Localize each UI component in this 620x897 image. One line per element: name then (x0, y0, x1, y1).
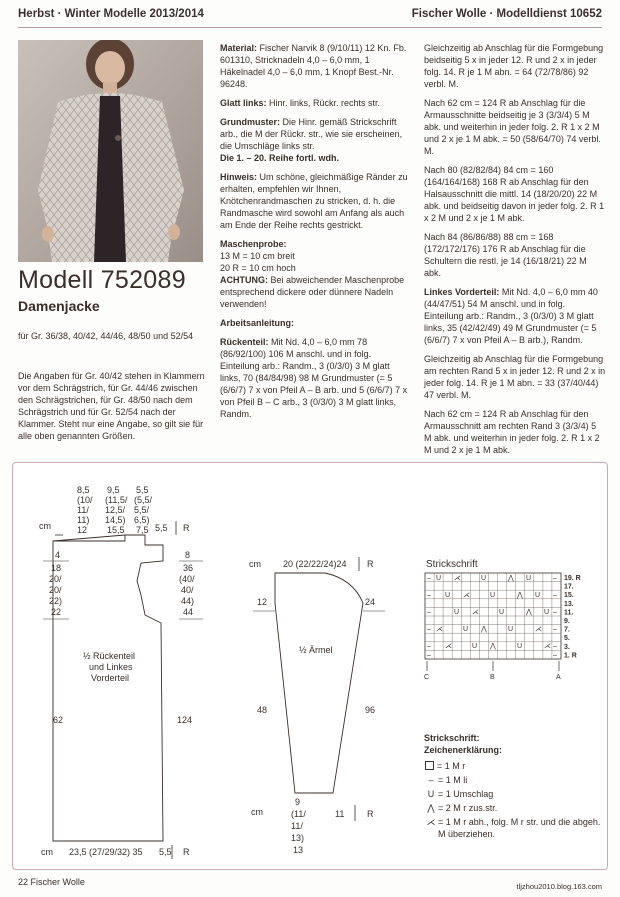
vorderteil-formgebung-paragraph: Gleichzeitig ab Anschlag für die Formgebung am rechten Rand 5 x in jeder 12. R und 2 x in jeder folg. 14. R je 1 M abn. = 33 (37/40/44) 47 verbl. M. (424, 354, 606, 400)
svg-text:5.: 5. (564, 635, 570, 643)
arbeitsanleitung-heading (220, 317, 410, 329)
svg-text:U: U (481, 575, 487, 582)
grundmuster-text: Die Hinr. gemäß Strickschrift arb., die M der Rückr. str., wie sie erscheinen, die Umschläge links str. (220, 117, 403, 151)
svg-text:–: – (427, 575, 431, 582)
svg-text:–: – (427, 592, 431, 599)
legend-item-purl (424, 774, 604, 786)
svg-text:U: U (463, 626, 469, 633)
back-label-2: und Linkes (89, 662, 133, 672)
svg-text:U: U (445, 592, 451, 599)
svg-text:9.: 9. (564, 618, 570, 625)
glatt-paragraph (220, 97, 410, 109)
legend-text-purl: = 1 M li (438, 775, 468, 785)
size-note: Die Angaben für Gr. 40/42 stehen in Klammern vor dem Schrägstrich, für Gr. 44/46 zwischen den Schrägstrichen, für Gr. 48/50 nach dem Schrägstrich und für Gr. 52/54 nach der Klammer. Steht nur eine Angabe, so gilt sie für alle oben genannten Größen. (18, 371, 205, 441)
svg-text:20/: 20/ (49, 574, 62, 584)
knitting-chart (424, 559, 581, 681)
sleeve-outline (275, 573, 363, 793)
formgebung-paragraph: Gleichzeitig ab Anschlag für die Formgebung beidseitig 5 x in jeder 12. R und 2 x in jeder folg. 14. R je 1 M abn. = 64 (72/78/86) 92 verbl. M. (424, 43, 604, 89)
linkes-vorderteil-text: Mit Nd. 4,0 – 6,0 mm 40 (44/47/51) 54 M anschl. und in folg. Einteilung arb.: Randm., 3 (0/3/0) 3 M glatt links, 35 (42/42/49) 49 M Grundmuster (= 5 (6/6/7) 7 x von Pfeil A – B arb.), Randm. (424, 287, 598, 345)
svg-text:5,5/: 5,5/ (134, 505, 150, 515)
svg-text:22: 22 (51, 607, 62, 617)
legend-text-k2tog: = 2 M r zus.str. (438, 803, 498, 813)
back-left-4: 4 (55, 550, 61, 560)
svg-text:40/: 40/ (181, 585, 194, 595)
svg-text:15,5: 15,5 (107, 525, 125, 535)
header-season: Herbst · Winter Modelle 2013/2014 (18, 8, 204, 20)
svg-text:⋌: ⋌ (463, 592, 470, 599)
legend-item-knit (424, 760, 604, 772)
svg-text:C: C (424, 674, 430, 681)
legend-item-skp (424, 816, 604, 840)
legend-title: Strickschrift: (424, 733, 480, 743)
schultern-paragraph: Nach 84 (86/86/88) 88 cm = 168 (172/172/176) 176 R ab Anschlag für die Schultern die restl. je 14 (16/18/21) 22 M abk. (424, 232, 587, 278)
legend-item-yarnover (424, 788, 604, 800)
maschenprobe-label: Maschenprobe: (220, 239, 287, 249)
sleeve-left-48: 48 (257, 705, 268, 715)
svg-text:–: – (553, 643, 557, 650)
back-right-8: 8 (185, 550, 191, 560)
instructions-column-1 (220, 42, 410, 427)
legend-item-k2tog (424, 802, 604, 814)
header-divider (18, 27, 602, 28)
back-bottom-R: R (183, 847, 190, 857)
back-bottom-width: 23,5 (27/29/32) 35 (69, 847, 143, 857)
svg-text:⋌: ⋌ (472, 609, 479, 616)
svg-text:5,5: 5,5 (136, 485, 149, 495)
svg-text:U: U (436, 575, 442, 582)
sleeve-left-12: 12 (257, 597, 268, 607)
maschenprobe-height: 20 R = 10 cm hoch (220, 263, 296, 273)
svg-text:(10/: (10/ (77, 495, 93, 505)
grundmuster-label: Grundmuster: (220, 117, 281, 127)
glatt-label: Glatt links: (220, 98, 267, 108)
maschenprobe-paragraph (220, 238, 410, 310)
legend-text-knit: = 1 M r (437, 761, 466, 771)
svg-text:13: 13 (293, 845, 304, 855)
model-subtitle: Damenjacke (18, 298, 100, 314)
svg-text:U: U (499, 609, 505, 616)
svg-text:–: – (427, 643, 431, 650)
back-top-col1 (77, 485, 93, 535)
svg-text:11.: 11. (564, 609, 574, 617)
rueckenteil-paragraph (220, 336, 410, 420)
svg-text:9: 9 (295, 797, 301, 807)
sleeve-R-label: R (367, 559, 374, 569)
svg-text:U: U (508, 626, 514, 633)
svg-text:6,5): 6,5) (134, 515, 150, 525)
back-cm-label: cm (39, 521, 51, 531)
back-top-col2 (105, 485, 128, 535)
skp-icon: ⋌ (426, 817, 436, 827)
svg-text:11/: 11/ (291, 821, 303, 831)
svg-text:U: U (535, 592, 541, 599)
legend-text-skp: = 1 M r abh., folg. M r str. und die abgeh. M überziehen. (438, 817, 601, 839)
svg-text:18: 18 (51, 563, 62, 573)
instructions-column-2 (424, 42, 606, 494)
svg-text:–: – (553, 652, 557, 659)
svg-text:20/: 20/ (49, 585, 62, 595)
back-top-right: 5,5 (155, 523, 168, 533)
svg-text:(5,5/: (5,5/ (134, 495, 153, 505)
back-bottom-cm: cm (41, 847, 53, 857)
chart-title: Strickschrift (426, 559, 478, 570)
material-label: Material: (220, 43, 258, 53)
svg-text:44): 44) (181, 596, 195, 606)
sleeve-right-24: 24 (365, 597, 376, 607)
svg-text:⋌: ⋌ (454, 575, 461, 582)
legend-subtitle: Zeichenerklärung: (424, 745, 503, 755)
linkes-vorderteil-paragraph (424, 286, 606, 346)
back-left-stack (49, 563, 62, 617)
svg-text:7.: 7. (564, 626, 570, 634)
svg-text:⋌: ⋌ (445, 643, 452, 650)
svg-text:–: – (553, 609, 557, 616)
svg-text:44: 44 (183, 607, 194, 617)
vorderteil-armausschnitt-paragraph: Nach 62 cm = 124 R ab Anschlag für den Armausschnitt am rechten Rand 3 (3/3/4) 5 M abk. und weiterhin in jeder folg. 2. R 1 x 2 M und 2 x je 1 M abk. (424, 409, 600, 455)
achtung-label: ACHTUNG: (220, 275, 268, 285)
svg-text:⋌: ⋌ (436, 626, 443, 633)
svg-text:(40/: (40/ (179, 574, 195, 584)
rueckenteil-text: Mit Nd. 4,0 – 6,0 mm 78 (86/92/100) 106 M anschl. und in folg. Einteilung arb.: Randm., 3 (0/3/0) 3 M glatt links, 70 (84/84/98) 98 M Grundmuster (= 5 (6/6/7) 7 x von Pfeil A – B arb. und 5 (6/6/7) 7 x von Pfeil B – C arb., 3 (0/3/0) 3 M glatt links, Randm. (220, 337, 408, 419)
svg-text:7,5: 7,5 (136, 525, 149, 535)
glatt-text: Hinr. links, Rückr. rechts str. (269, 98, 381, 108)
hinweis-label: Hinweis: (220, 172, 258, 182)
svg-text:12: 12 (77, 525, 88, 535)
svg-text:U: U (454, 609, 460, 616)
svg-text:11/: 11/ (77, 505, 89, 515)
model-title: Modell 752089 (18, 266, 186, 294)
sleeve-bottom-stack (291, 797, 306, 855)
chart-legend (424, 732, 604, 842)
material-paragraph (220, 42, 410, 90)
svg-text:36: 36 (183, 563, 194, 573)
footer-brand: Fischer Wolle (30, 877, 85, 887)
sleeve-diagram (249, 557, 385, 855)
svg-text:17.: 17. (564, 583, 574, 591)
sleeve-bottom-R: R (367, 809, 374, 819)
legend-text-yarnover: = 1 Umschlag (438, 789, 494, 799)
svg-text:⋀: ⋀ (517, 592, 523, 599)
svg-text:(11/: (11/ (291, 809, 306, 819)
empty-box-icon (425, 761, 434, 770)
svg-text:3.: 3. (564, 643, 570, 651)
page-footer (18, 877, 85, 887)
linkes-vorderteil-label: Linkes Vorderteil: (424, 287, 500, 297)
svg-text:A: A (556, 674, 561, 681)
armausschnitt-paragraph: Nach 62 cm = 124 R ab Anschlag für die Armausschnitte beidseitig je 3 (3/3/4) 5 M abk. und weiterhin in jeder folg. 2. R 1 x 2 M und 2 x je 1 M abk. = 50 (58/64/70) 74 verbl. M. (424, 98, 601, 156)
sleeve-bottom-11: 11 (335, 809, 345, 819)
svg-text:–: – (427, 626, 431, 633)
back-right-124: 124 (177, 715, 193, 725)
back-label-1: ½ Rückenteil (83, 651, 136, 661)
svg-text:U: U (526, 575, 532, 582)
back-bottom-right: 5,5 (159, 847, 172, 857)
svg-text:9,5: 9,5 (107, 485, 120, 495)
svg-text:22): 22) (49, 596, 63, 606)
achtung-text: Bei abweichender Maschenprobe entsprechend dickere oder dünnere Nadeln verwenden! (220, 275, 405, 309)
svg-text:1. R: 1. R (564, 652, 577, 660)
svg-text:19. R: 19. R (564, 575, 581, 582)
back-label-3: Vorderteil (91, 673, 130, 683)
back-right-stack (179, 563, 195, 617)
model-sizes: für Gr. 36/38, 40/42, 44/46, 48/50 und 52/54 (18, 331, 194, 341)
svg-text:11): 11) (77, 515, 90, 525)
sleeve-label: ½ Ärmel (299, 645, 333, 655)
grundmuster-paragraph (220, 116, 410, 164)
header-publisher: Fischer Wolle · Modelldienst 10652 (411, 8, 602, 20)
svg-text:⋀: ⋀ (508, 575, 514, 582)
svg-text:⋌: ⋌ (544, 643, 551, 650)
sleeve-cm-label: cm (249, 559, 261, 569)
sleeve-right-96: 96 (365, 705, 376, 715)
u-shape-icon: U (427, 789, 435, 799)
jacket-photo-illustration (18, 40, 203, 262)
svg-text:12,5/: 12,5/ (105, 505, 126, 515)
svg-text:U: U (490, 592, 496, 599)
svg-text:U: U (517, 643, 523, 650)
back-panel-diagram (39, 485, 203, 859)
svg-text:14,5): 14,5) (105, 515, 126, 525)
svg-text:⋀: ⋀ (490, 643, 496, 650)
back-left-62: 62 (53, 715, 64, 725)
svg-text:–: – (553, 626, 557, 633)
svg-text:–: – (427, 609, 431, 616)
caret-icon: ⋀ (427, 803, 435, 813)
sleeve-top-width: 20 (22/22/24)24 (283, 559, 347, 569)
dash-icon: – (428, 775, 434, 785)
rueckenteil-label: Rückenteil: (220, 337, 269, 347)
svg-text:–: – (553, 575, 557, 582)
svg-text:B: B (490, 674, 495, 681)
watermark: tljzhou2010.blog.163.com (516, 882, 602, 891)
model-photo (18, 40, 203, 262)
back-top-col3 (134, 485, 153, 535)
svg-text:–: – (427, 652, 431, 659)
chart-arrows (424, 661, 561, 681)
svg-text:15.: 15. (564, 592, 574, 600)
svg-text:U: U (472, 643, 478, 650)
sleeve-bottom-cm: cm (251, 807, 263, 817)
arbeitsanleitung-label: Arbeitsanleitung: (220, 318, 295, 328)
back-R-label: R (183, 523, 190, 533)
maschenprobe-width: 13 M = 10 cm breit (220, 251, 295, 261)
svg-text:8,5: 8,5 (77, 485, 90, 495)
svg-text:(11,5/: (11,5/ (105, 495, 128, 505)
hinweis-paragraph (220, 171, 410, 231)
grundmuster-repeat: Die 1. – 20. Reihe fortl. wdh. (220, 153, 340, 163)
svg-text:13): 13) (291, 833, 305, 843)
chart-row-labels (564, 575, 581, 659)
svg-text:⋌: ⋌ (535, 626, 542, 633)
page-number: 22 (18, 877, 29, 887)
halsausschnitt-paragraph: Nach 80 (82/82/84) 84 cm = 160 (164/164/168) 168 R ab Anschlag für den Halsausschnitt die mittl. 14 (18/20/20) 22 M abk. und beidseitig davon in jeder folg. 2. R 1 x 2 M und 2 x je 1 M abk. (424, 165, 605, 223)
svg-text:U: U (544, 609, 550, 616)
back-panel-outline (53, 535, 163, 841)
svg-text:⋀: ⋀ (481, 626, 487, 633)
material-text: Fischer Narvik 8 (9/10/11) 12 Kn. Fb. 601310, Stricknadeln 4,0 – 6,0 mm, 1 Häkelnadel 4,0 – 6,0 mm, 1 Knopf Best.-Nr. 96248. (220, 43, 407, 89)
hinweis-text: Um schöne, gleichmäßige Ränder zu erhalten, empfehlen wir Ihnen, Knötchenrandmaschen zu stricken, d. h. die Randmasche wird sowohl am Anfang als auch am Ende der Reihe rechts gestrickt. (220, 172, 408, 230)
svg-text:⋀: ⋀ (526, 609, 532, 616)
svg-text:–: – (553, 592, 557, 599)
page-header (18, 8, 602, 26)
svg-text:13.: 13. (564, 600, 574, 608)
